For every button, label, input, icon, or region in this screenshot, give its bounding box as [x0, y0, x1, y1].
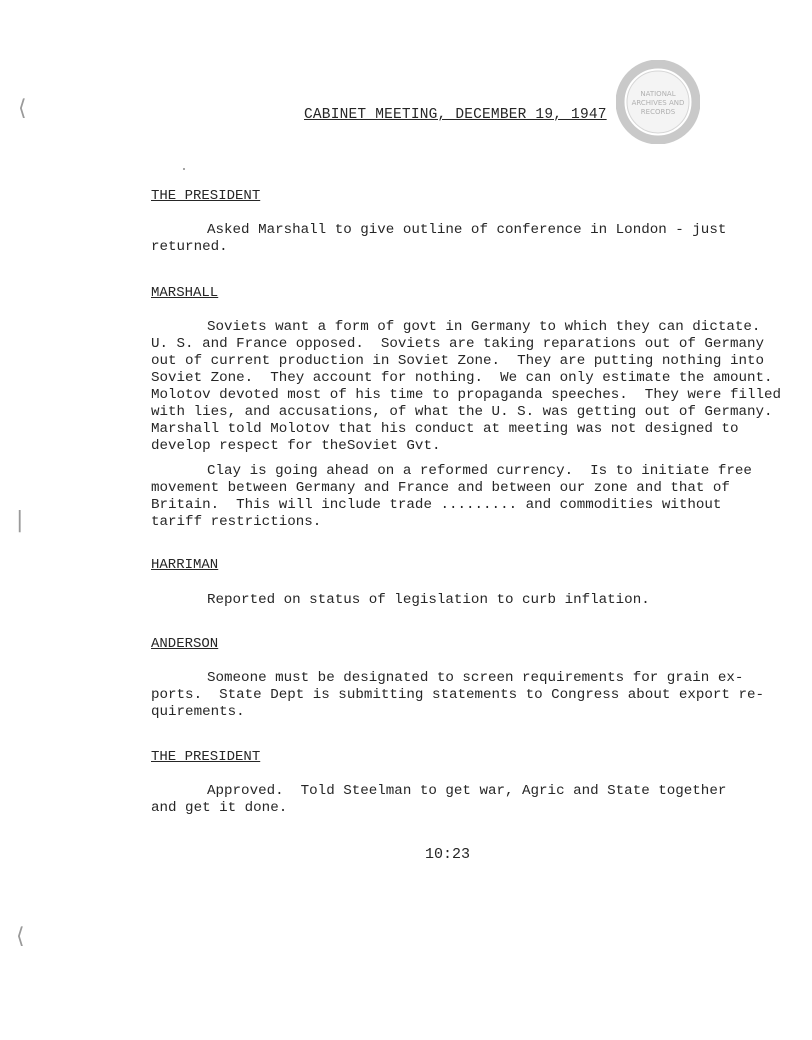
paragraph [151, 463, 752, 531]
paragraph [151, 319, 781, 455]
stamp-line-1: NATIONAL [640, 90, 676, 98]
text-line: develop respect for theSoviet Gvt. [151, 438, 441, 454]
paragraph [151, 592, 650, 609]
paragraph [151, 222, 726, 256]
text-line: Approved. Told Steelman to get war, Agric and State together [207, 783, 727, 799]
text-line: ports. State Dept is submitting statements to Congress about export re- [151, 687, 764, 703]
footer-time: 10:23 [425, 846, 471, 863]
text-line: with lies, and accusations, of what the U. S. was getting out of Germany. [151, 404, 773, 420]
speck [183, 168, 185, 170]
paragraph [151, 670, 764, 721]
text-line: out of current production in Soviet Zone. They are putting nothing into [151, 353, 764, 369]
speaker-heading: ANDERSON [151, 636, 219, 652]
text-line: tariff restrictions. [151, 514, 322, 530]
text-line: Someone must be designated to screen requirements for grain ex- [207, 670, 744, 686]
paragraph [151, 783, 726, 817]
text-line: and get it done. [151, 800, 288, 816]
text-line: quirements. [151, 704, 245, 720]
text-line: Britain. This will include trade ......... and commodities without [151, 497, 722, 513]
speaker-heading: MARSHALL [151, 285, 219, 301]
speaker-heading: THE PRESIDENT [151, 749, 261, 765]
text-line: Reported on status of legislation to curb inflation. [207, 592, 650, 608]
margin-mark: | [16, 508, 24, 533]
stamp-line-2: ARCHIVES AND [631, 99, 685, 107]
speaker-heading: HARRIMAN [151, 557, 219, 573]
text-line: Clay is going ahead on a reformed currency. Is to initiate free [207, 463, 752, 479]
speaker-heading: THE PRESIDENT [151, 188, 261, 204]
text-line: Marshall told Molotov that his conduct at meeting was not designed to [151, 421, 739, 437]
text-line: movement between Germany and France and between our zone and that of [151, 480, 730, 496]
text-line: Molotov devoted most of his time to propaganda speeches. They were filled [151, 387, 782, 403]
margin-mark: ⟨ [16, 924, 25, 949]
margin-mark: ⟨ [18, 96, 27, 121]
text-line: returned. [151, 239, 228, 255]
stamp-line-3: RECORDS [640, 108, 676, 116]
text-line: Soviets want a form of govt in Germany to which they can dictate. [207, 319, 761, 335]
text-line: Asked Marshall to give outline of conference in London - just [207, 222, 727, 238]
archive-stamp-seal [616, 60, 700, 144]
text-line: U. S. and France opposed. Soviets are taking reparations out of Germany [151, 336, 764, 352]
document-title: CABINET MEETING, DECEMBER 19, 1947 [304, 107, 607, 123]
text-line: Soviet Zone. They account for nothing. We can only estimate the amount. [151, 370, 773, 386]
